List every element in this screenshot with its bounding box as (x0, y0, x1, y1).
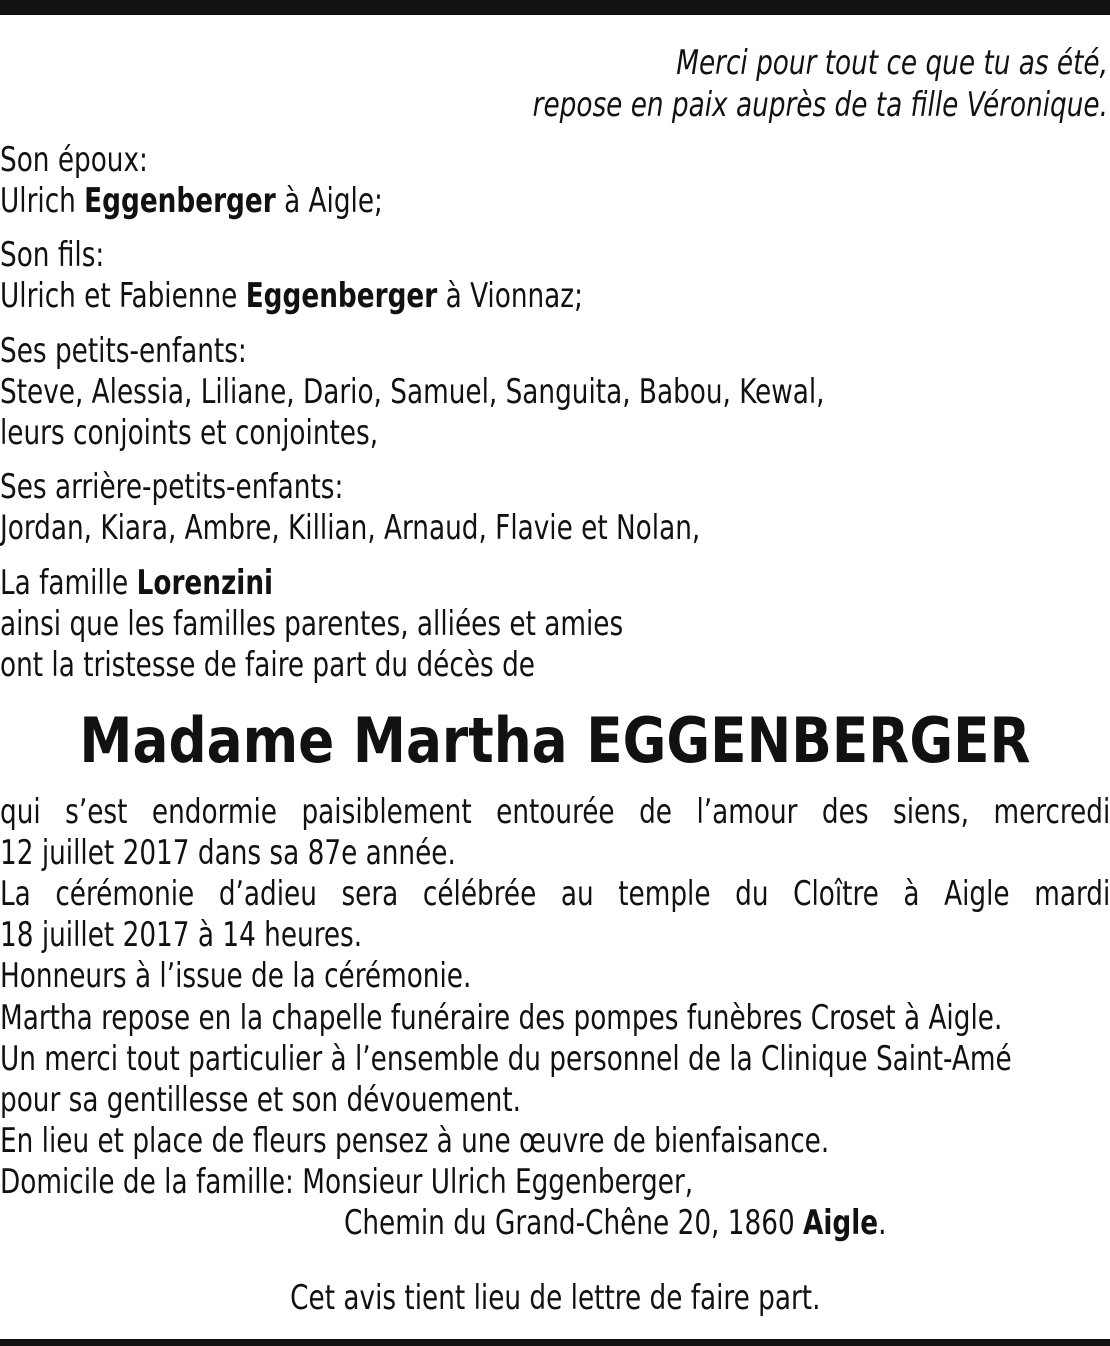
great-grandchildren-heading: Ses arrière-petits-enfants: (0, 467, 344, 507)
other-family-prefix: La famille (0, 563, 129, 603)
son-surname: Eggenberger (245, 276, 438, 316)
great-grandchildren-names: Jordan, Kiara, Ambre, Killian, Arnaud, Flavie et Nolan, (0, 508, 701, 548)
details-line-10: Domicile de la famille: Monsieur Ulrich Eggenberger, (0, 1162, 694, 1202)
son-first-names: Ulrich et Fabienne (0, 276, 238, 316)
grandchildren-heading: Ses petits-enfants: (0, 331, 247, 371)
details-line-6: Martha repose en la chapelle funéraire des pompes funèbres Croset à Aigle. (0, 998, 1003, 1038)
extended-family-line: ainsi que les familles parentes, alliées et amies (0, 604, 624, 644)
details-line-2: 12 juillet 2017 dans sa 87e année. (0, 833, 456, 873)
closing-note (0, 1278, 1110, 1318)
epigraph-line-1: Merci pour tout ce que tu as été, (676, 43, 1108, 83)
son-heading: Son fils: (0, 235, 105, 275)
deceased-full-name: Madame Martha EGGENBERGER (79, 704, 1031, 777)
family-address-line (344, 1203, 886, 1243)
spouse-heading: Son époux: (0, 140, 148, 180)
details-line-9: En lieu et place de fleurs pensez à une œuvre de bienfaisance. (0, 1121, 830, 1161)
address-city: Aigle (803, 1203, 879, 1243)
deceased-name-heading (0, 701, 1110, 781)
epigraph-line-2: repose en paix auprès de ta fille Véronique. (532, 85, 1108, 125)
address-suffix: . (878, 1203, 887, 1243)
grandchildren-spouses: leurs conjoints et conjointes, (0, 413, 379, 453)
other-family-name: Lorenzini (136, 563, 274, 603)
top-border-rule (0, 0, 1110, 15)
bottom-border-rule (0, 1339, 1110, 1346)
spouse-line (0, 181, 383, 221)
announcement-line: ont la tristesse de faire part du décès de (0, 645, 535, 685)
spouse-first-name: Ulrich (0, 181, 76, 221)
son-line (0, 276, 583, 316)
other-family-line (0, 563, 273, 603)
details-line-4: 18 juillet 2017 à 14 heures. (0, 915, 363, 955)
details-line-5: Honneurs à l’issue de la cérémonie. (0, 956, 472, 996)
details-line-8: pour sa gentillesse et son dévouement. (0, 1080, 522, 1120)
son-place: à Vionnaz; (445, 276, 583, 316)
spouse-surname: Eggenberger (84, 181, 276, 221)
address-prefix: Chemin du Grand-Chêne 20, 1860 (344, 1203, 795, 1243)
grandchildren-names: Steve, Alessia, Liliane, Dario, Samuel, Sanguita, Babou, Kewal, (0, 372, 825, 412)
details-line-3: La cérémonie d’adieu sera célébrée au temple du Cloître à Aigle mardi (0, 874, 1110, 914)
details-line-7: Un merci tout particulier à l’ensemble du personnel de la Clinique Saint-Amé (0, 1039, 1012, 1079)
details-line-1: qui s’est endormie paisiblement entourée de l’amour des siens, mercredi (0, 792, 1110, 832)
closing-text: Cet avis tient lieu de lettre de faire part. (289, 1278, 821, 1318)
spouse-place: à Aigle; (284, 181, 383, 221)
